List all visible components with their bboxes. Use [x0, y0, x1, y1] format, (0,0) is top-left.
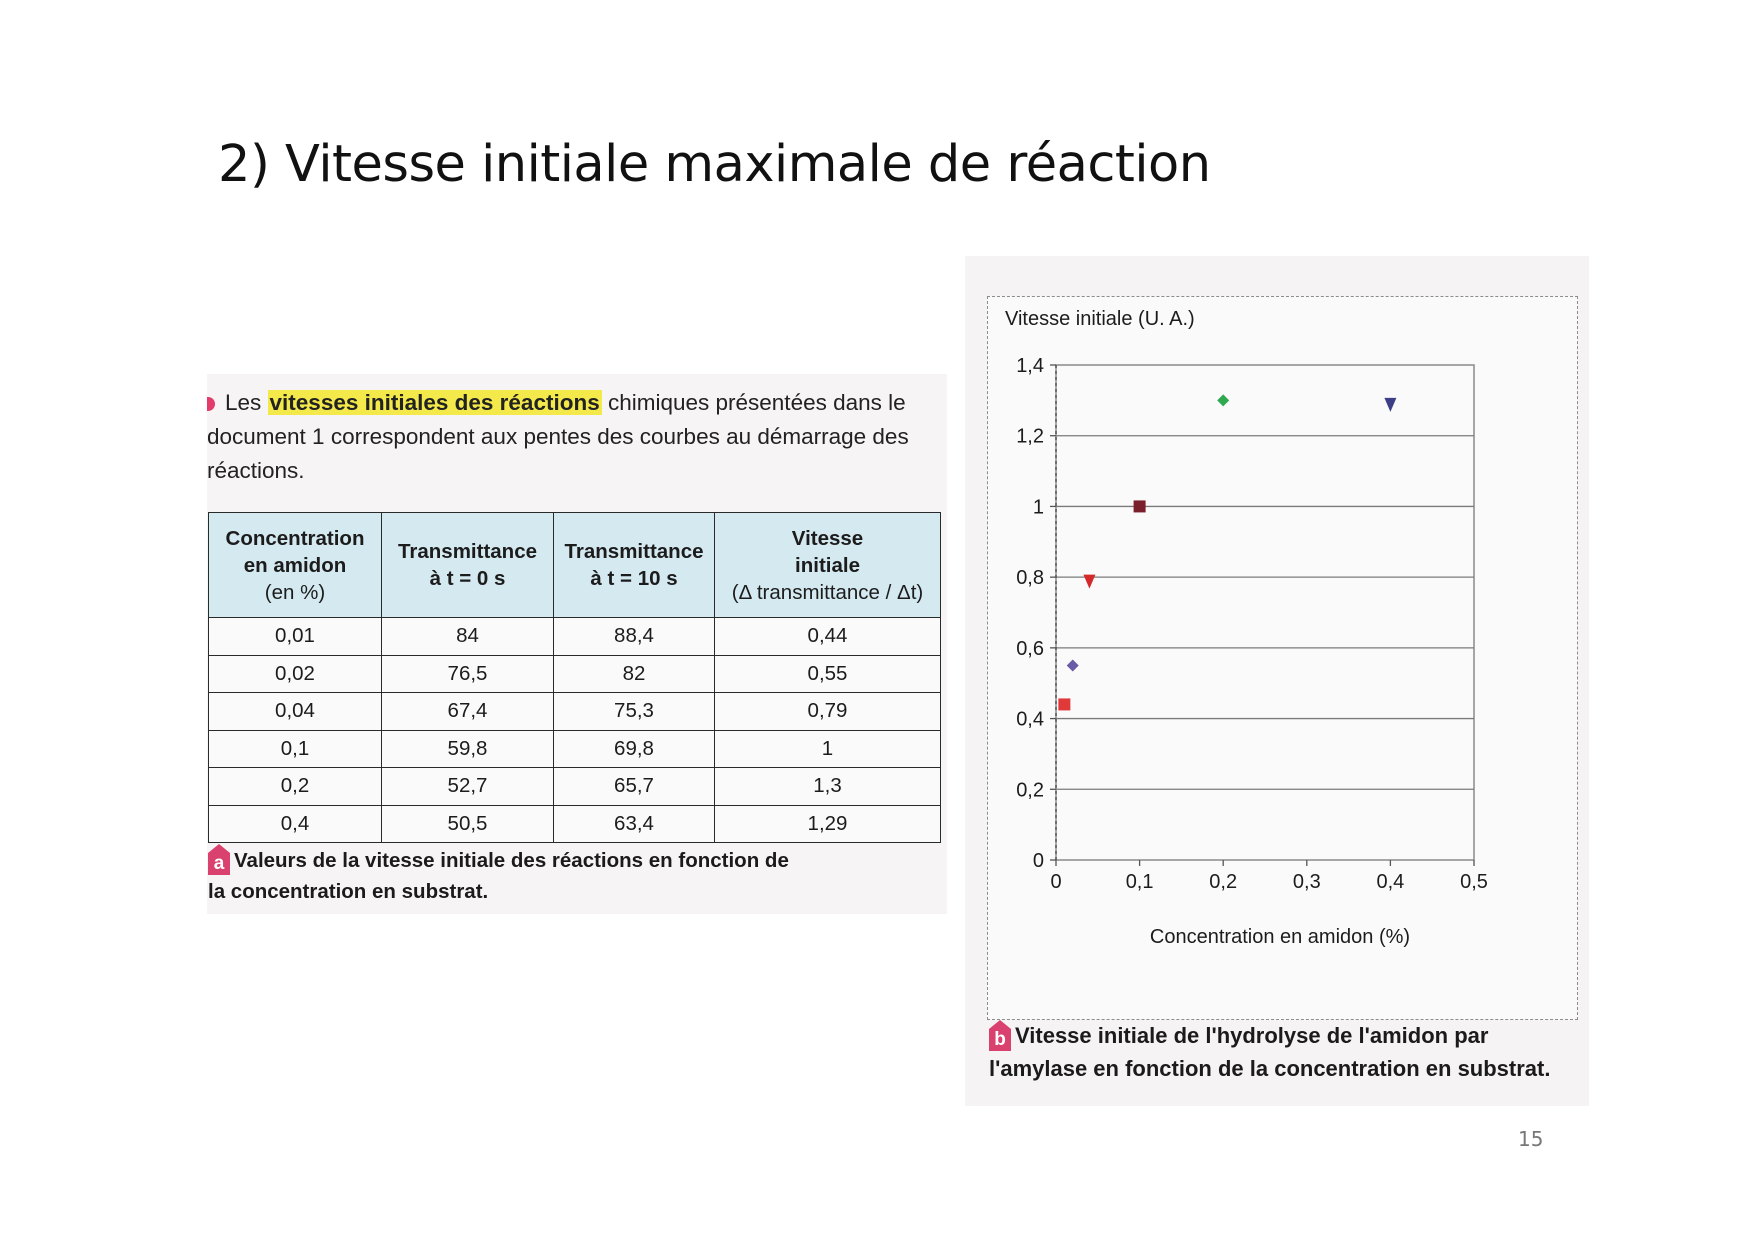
caption-a: [208, 845, 808, 907]
slide-title: 2) Vitesse initiale maximale de réaction: [218, 135, 1211, 194]
data-point-diamond: [1217, 394, 1229, 406]
table-row: [209, 655, 941, 693]
y-tick-label: 0,4: [1016, 708, 1044, 731]
document-b-panel: [965, 256, 1589, 1106]
header-line: (Δ transmittance / Δt): [731, 580, 924, 604]
header-line: Transmittance: [398, 540, 537, 563]
cell-concentration: 0,4: [209, 805, 382, 843]
cell-velocity: 1,29: [715, 805, 941, 843]
table-row: [209, 730, 941, 768]
cell-transmittance-t10: 65,7: [554, 768, 715, 806]
table-row: [209, 693, 941, 731]
cell-transmittance-t0: 84: [382, 618, 554, 656]
chart-frame: [987, 296, 1578, 1020]
cell-velocity: 0,79: [715, 693, 941, 731]
cell-transmittance-t0: 52,7: [382, 768, 554, 806]
y-axis-label: Vitesse initiale (U. A.): [1005, 308, 1195, 330]
document-a-panel: [207, 374, 947, 914]
table-row: [209, 618, 941, 656]
cell-transmittance-t10: 75,3: [554, 693, 715, 731]
y-tick-label: 0: [1032, 850, 1044, 872]
data-point-square: [1134, 500, 1146, 512]
cell-velocity: 1: [715, 730, 941, 768]
cell-transmittance-t10: 88,4: [554, 618, 715, 656]
cell-transmittance-t0: 76,5: [382, 655, 554, 693]
caption-a-badge: a: [208, 853, 230, 875]
plot-area: [1016, 355, 1488, 893]
cell-transmittance-t0: 50,5: [382, 805, 554, 843]
cell-transmittance-t0: 67,4: [382, 693, 554, 731]
table-row: [209, 768, 941, 806]
cell-transmittance-t10: 63,4: [554, 805, 715, 843]
x-tick-label: 0,2: [1209, 871, 1238, 893]
header-line: Concentration: [225, 526, 365, 550]
cell-concentration: 0,01: [209, 618, 382, 656]
table-row: [209, 805, 941, 843]
cell-concentration: 0,04: [209, 693, 382, 731]
cell-velocity: 0,55: [715, 655, 941, 693]
x-tick-label: 0,4: [1376, 871, 1405, 893]
data-point-triangle: [1384, 398, 1396, 412]
header-initial-velocity: [715, 513, 941, 618]
caption-b-line2: l'amylase en fonction de la concentration en substrat.: [989, 1056, 1551, 1081]
plot-border: [1056, 365, 1474, 860]
header-line: (en %): [264, 580, 326, 604]
data-point-diamond: [1067, 660, 1079, 672]
header-concentration: [209, 513, 382, 618]
intro-text-after: chimiques présentées dans le document 1 correspondent aux pentes des courbes au démarrage des réactions.: [207, 390, 909, 483]
cell-transmittance-t10: 69,8: [554, 730, 715, 768]
cell-velocity: 1,3: [715, 768, 941, 806]
bullet-icon: [207, 397, 215, 411]
intro-text-before: Les: [225, 390, 268, 415]
x-axis-label: Concentration en amidon (%): [1149, 926, 1411, 948]
header-line: à t = 0 s: [429, 567, 506, 590]
x-tick-label: 0,1: [1125, 871, 1154, 893]
caption-b-line1: Vitesse initiale de l'hydrolyse de l'amidon par: [1015, 1023, 1489, 1048]
cell-concentration: 0,1: [209, 730, 382, 768]
velocity-chart: [988, 297, 1577, 1019]
page-number: 15: [1518, 1127, 1544, 1151]
cell-concentration: 0,02: [209, 655, 382, 693]
caption-a-text: Valeurs de la vitesse initiale des réactions en fonction de la concentration en substrat.: [208, 849, 789, 903]
header-line: à t = 10 s: [590, 567, 678, 590]
intro-highlight: vitesses initiales des réactions: [269, 390, 600, 415]
velocity-table: [208, 512, 941, 843]
header-transmittance-t0: [382, 513, 554, 618]
y-tick-label: 1: [1032, 496, 1044, 519]
x-tick-label: 0,3: [1292, 871, 1321, 893]
data-point-square: [1058, 698, 1070, 710]
y-tick-label: 0,6: [1016, 637, 1044, 660]
cell-velocity: 0,44: [715, 618, 941, 656]
table-header-row: [209, 513, 941, 618]
header-line: Transmittance: [564, 540, 704, 563]
header-line: Vitesse: [791, 526, 864, 550]
header-transmittance-t10: [554, 513, 715, 618]
cell-concentration: 0,2: [209, 768, 382, 806]
y-tick-label: 0,2: [1016, 779, 1044, 802]
y-tick-label: 1,2: [1016, 425, 1044, 448]
y-tick-label: 1,4: [1016, 355, 1044, 377]
y-tick-label: 0,8: [1016, 567, 1044, 590]
x-tick-label: 0,5: [1460, 871, 1488, 893]
intro-paragraph: [207, 386, 941, 488]
caption-b-badge: b: [989, 1029, 1011, 1051]
caption-b: [989, 1019, 1550, 1085]
cell-transmittance-t10: 82: [554, 655, 715, 693]
header-line: en amidon: [243, 553, 347, 577]
x-tick-label: 0: [1050, 871, 1062, 893]
data-point-triangle: [1083, 575, 1095, 589]
header-line: initiale: [795, 553, 860, 577]
cell-transmittance-t0: 59,8: [382, 730, 554, 768]
